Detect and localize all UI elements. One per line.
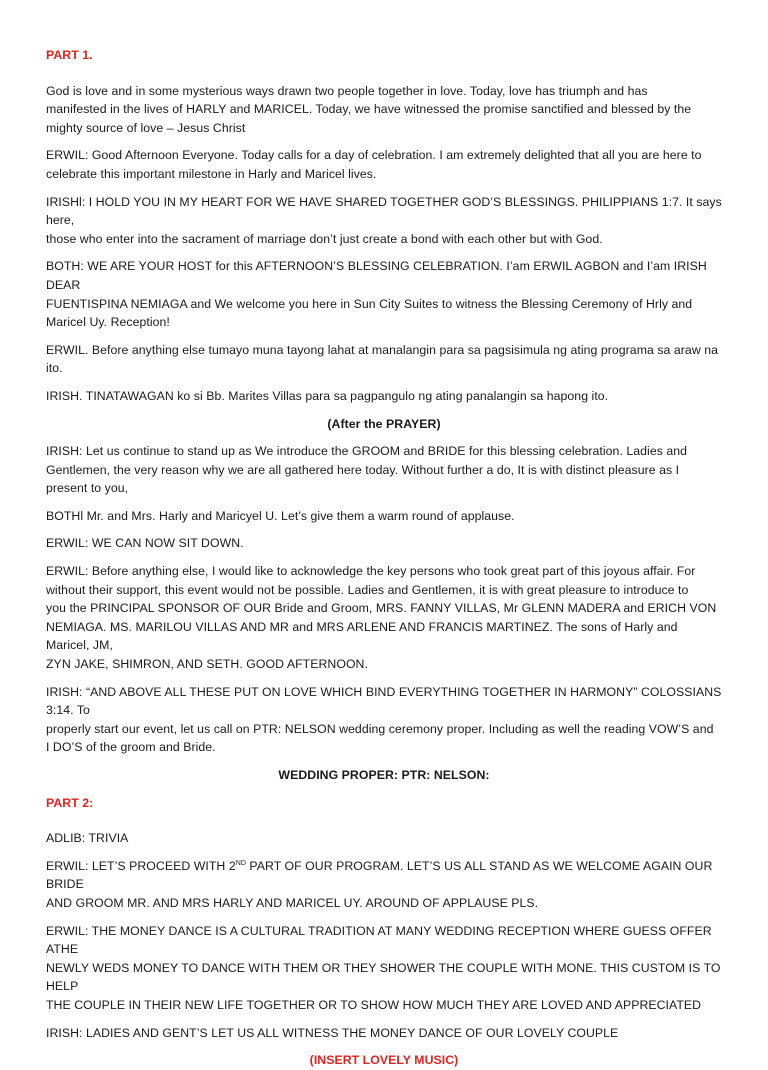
paragraph-erwil-sit-down: ERWIL: WE CAN NOW SIT DOWN. bbox=[46, 536, 244, 551]
paragraph-erwil-second-part bbox=[46, 857, 722, 913]
paragraph-erwil-sponsors: ERWIL: Before anything else, I would like to acknowledge the key persons who took great part of this joyous affair. For without their support, this event would not be possible. Ladies and Gentlemen, it is with great pleasure to introduce to you the PRINCIPAL SPONSOR OF OUR Bride and Groom, MRS. FANNY VILLAS, Mr GLENN MADERA and ERICH VON NEMIAGA. MS. MARILOU VILLAS AND MR and MRS ARLENE AND FRANCIS MARTINEZ. The sons of Harly and Maricel, JM, ZYN JAKE, SHIMRON, AND SETH. GOOD AFTERNOON. bbox=[46, 564, 717, 672]
paragraph-adlib-trivia: ADLIB: TRIVIA bbox=[46, 831, 129, 846]
second-part-text-end: PART OF OUR PROGRAM. LET’S US ALL STAND AS WE WELCOME AGAIN OUR BRIDE AND GROOM MR. AND MRS HARLY AND MARICEL UY. AROUND OF APPLAUSE PLS. bbox=[46, 858, 713, 910]
paragraph-opening: God is love and in some mysterious ways drawn two people together in love. Today, love has triumph and has manifested in the lives of HARLY and MARICEL. Today, we have witnessed the promise sanctified and blessed by the mighty source of love – Jesus Christ bbox=[46, 83, 692, 135]
insert-music-note: (INSERT LOVELY MUSIC) bbox=[309, 1053, 459, 1068]
after-prayer-heading: (After the PRAYER) bbox=[327, 416, 441, 431]
paragraph-irish-money-dance: IRISH: LADIES AND GENT’S LET US ALL WITNESS THE MONEY DANCE OF OUR LOVELY COUPLE bbox=[46, 1025, 619, 1040]
second-part-text-start: ERWIL: LET’S PROCEED WITH 2 bbox=[46, 858, 236, 873]
paragraph-irish-philippians: IRISHl: I HOLD YOU IN MY HEART FOR WE HAVE SHARED TOGETHER GOD’S BLESSINGS. PHILIPPIANS 1:7. It says here, those who enter into the sacrament of marriage don’t just create a bond with each other but with God. bbox=[46, 194, 722, 246]
paragraph-both-hosts: BOTH: WE ARE YOUR HOST for this AFTERNOON’S BLESSING CELEBRATION. I’am ERWIL AGBON and I’am IRISH DEAR FUENTISPINA NEMIAGA and We welcome you here in Sun City Suites to witness the Blessing Ceremony of Hrly and Maricel Uy. Reception! bbox=[46, 259, 707, 330]
part2-heading: PART 2: bbox=[46, 795, 94, 810]
paragraph-erwil-money-dance: ERWIL: THE MONEY DANCE IS A CULTURAL TRADITION AT MANY WEDDING RECEPTION WHERE GUESS OFFER ATHE NEWLY WEDS MONEY TO DANCE WITH THEM OR THEY SHOWER THE COUPLE WITH MONE. THIS CUSTOM IS TO HELP THE COUPLE IN THEIR NEW LIFE TOGETHER OR TO SHOW HOW MUCH THEY ARE LOVED AND APPRECIATED bbox=[46, 923, 721, 1012]
wedding-proper-heading: WEDDING PROPER: PTR: NELSON: bbox=[278, 768, 490, 782]
paragraph-erwil-prayer: ERWIL. Before anything else tumayo muna tayong lahat at manalangin para sa pagsisimula ng ating programa sa araw na ito. bbox=[46, 342, 718, 376]
paragraph-both-applause: BOTHl Mr. and Mrs. Harly and Maricyel U. Let’s give them a warm round of applause. bbox=[46, 508, 515, 523]
paragraph-irish-introduce: IRISH: Let us continue to stand up as We introduce the GROOM and BRIDE for this blessing celebration. Ladies and Gentlemen, the very reason why we are all gathered here today. Without further a do, It is with distinct pleasure as I present to you, bbox=[46, 444, 688, 496]
ordinal-superscript: ND bbox=[235, 859, 246, 867]
paragraph-irish-prayer-call: IRISH. TINATAWAGAN ko si Bb. Marites Villas para sa pagpangulo ng ating panalangin sa hapong ito. bbox=[46, 388, 609, 403]
part1-heading: PART 1. bbox=[46, 48, 93, 62]
paragraph-irish-colossians: IRISH: “AND ABOVE ALL THESE PUT ON LOVE WHICH BIND EVERYTHING TOGETHER IN HARMONY” COLOSSIANS 3:14. To properly start our event, let us call on PTR: NELSON wedding ceremony proper. Including as well the reading VOW’S and I DO’S of the groom and Bride. bbox=[46, 684, 722, 755]
paragraph-erwil-greeting: ERWIL: Good Afternoon Everyone. Today calls for a day of celebration. I am extremely delighted that all you are here to celebrate this important milestone in Harly and Maricel lives. bbox=[46, 148, 702, 181]
